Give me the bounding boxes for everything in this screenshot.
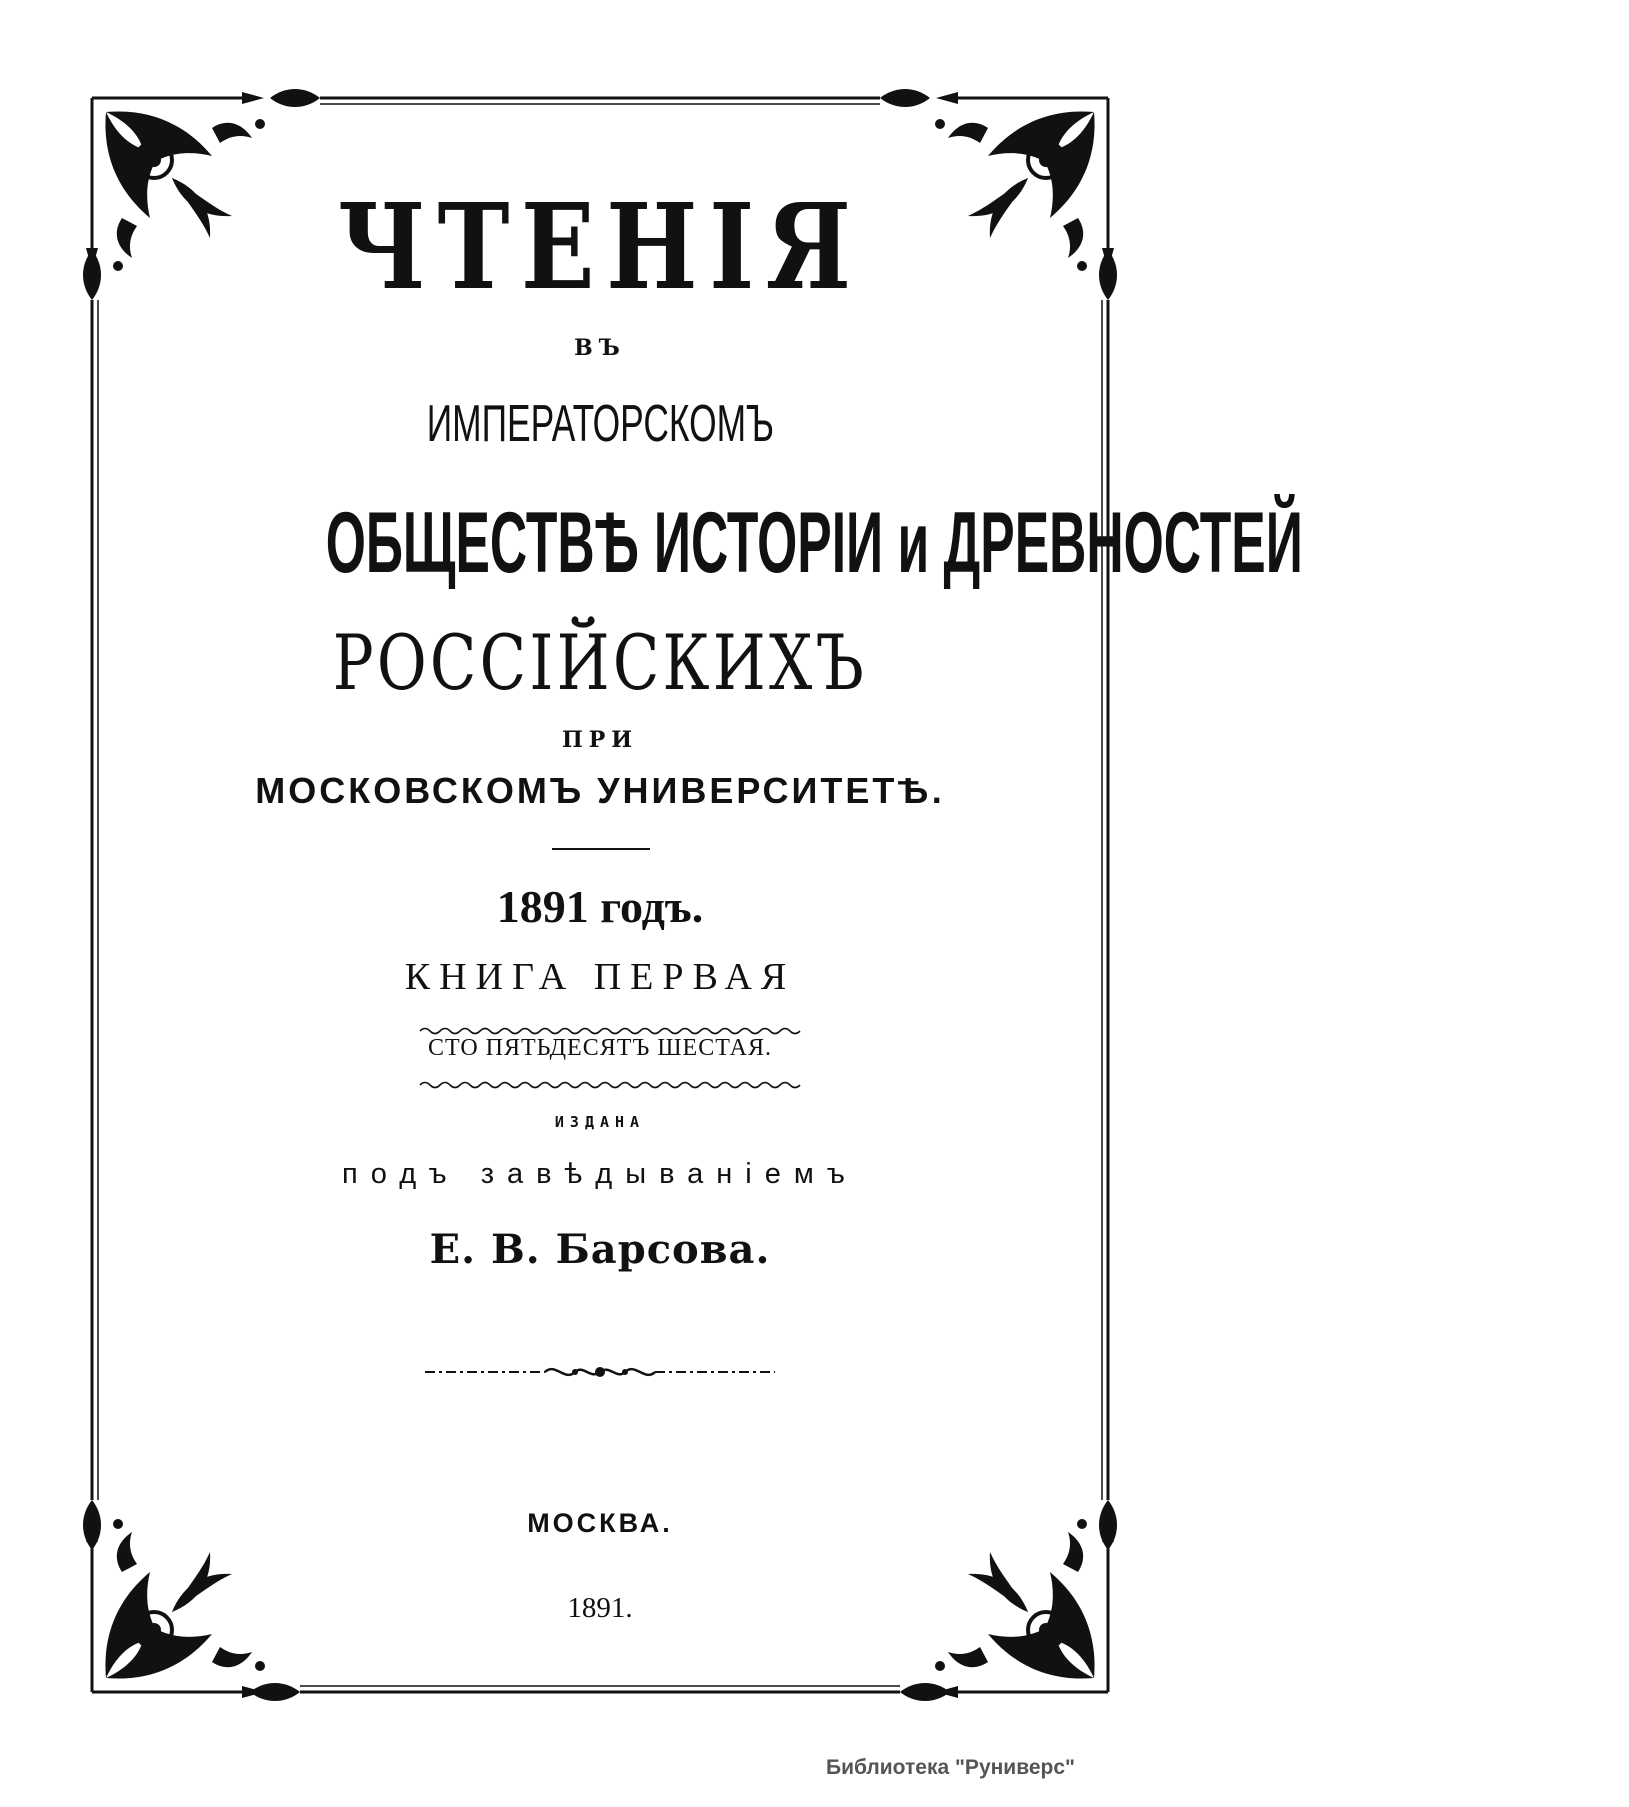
main-title: ЧТЕНІЯ [337,177,863,316]
short-divider [552,848,650,850]
editorship-line: подъ завѣдываніемъ [342,1158,858,1190]
publication-year: 1891. [567,1592,633,1624]
ornamental-divider [425,1360,775,1384]
preposition-pri: ПРИ [561,727,639,753]
wavy-rule-bottom [420,1080,800,1090]
book-heading: КНИГА ПЕРВАЯ [404,956,796,998]
publication-city: МОСКВА. [527,1508,673,1538]
author-name: Е. В. Барсова. [429,1226,771,1273]
published-label: ИЗДАНА [554,1113,646,1131]
society-line: ОБЩЕСТВѢ ИСТОРІИ и ДРЕВНОСТЕЙ [325,495,1303,591]
preposition-v: ВЪ [574,335,626,361]
book-number: СТО ПЯТЬДЕСЯТЪ ШЕСТАЯ. [427,1035,773,1061]
imperial-line: ИМПЕРАТОРСКОМЪ [426,395,774,453]
moscow-university-line: МОСКОВСКОМЪ УНИВЕРСИТЕТѢ. [255,770,945,811]
russian-line: РОССІЙСКИХЪ [332,618,868,707]
library-watermark: Библиотека "Руниверс" [825,1756,1075,1779]
year-heading: 1891 годъ. [496,881,704,932]
